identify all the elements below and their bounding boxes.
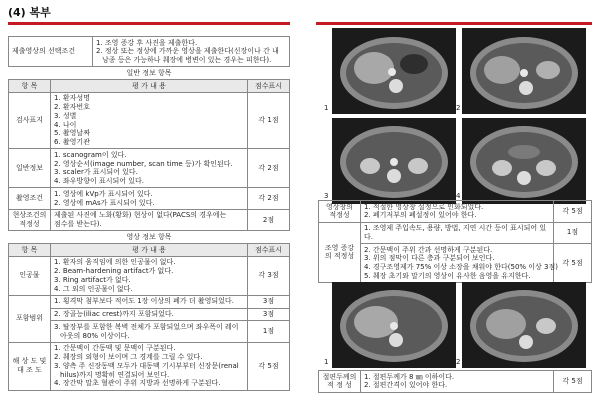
row-criteria: [51, 149, 248, 188]
table-row: [319, 201, 592, 223]
criteria-line: 4. 장간막 말초 혈관이 주위 지방과 선명하게 구분된다.: [54, 379, 221, 388]
table-row: [9, 209, 290, 231]
ct-scan-image: [462, 282, 586, 368]
criteria-line: 4. 좌우방향이 표시되어 있다.: [54, 177, 144, 185]
criteria-line: 2. 영상순서(image number, scan time 등)가 확인된다.: [54, 159, 233, 168]
criteria-line: 1. 영상에 kVp가 표시되어 있다.: [54, 189, 153, 198]
row-score: 각 5점: [554, 244, 592, 283]
criteria-line: 제출된 사진에 노화(황화) 현상이 없다(PACS의 경우에는: [54, 211, 227, 220]
row-criteria: [51, 321, 248, 343]
row-score: 각 2점: [248, 188, 290, 210]
row-score: 각 1점: [248, 92, 290, 149]
row-item: 해 상 도 및 대 조 도: [9, 342, 51, 390]
criteria-line: 5. 촬영날짜: [54, 129, 90, 138]
criteria-line: 2. 췌장의 외형이 보이며 그 경계를 그릴 수 있다.: [54, 353, 203, 361]
row-criteria: 2. 장골능(iliac crest)까지 포함되었다.: [51, 308, 248, 321]
col-criteria-header: 평 가 내 용: [51, 244, 248, 257]
criteria-line: 3. 탈장부를 포함한 복벽 전체가 포함되었으며 좌우폭이 레이: [54, 322, 239, 331]
criteria-line: 아웃의 80% 이상이다.: [60, 331, 130, 340]
right-title-rule: [316, 22, 592, 25]
table-row: [9, 188, 290, 210]
ct-scan-image: [332, 28, 456, 114]
row-score: 각 5점: [248, 342, 290, 390]
row-score: 각 5점: [554, 371, 592, 393]
row-criteria: [361, 244, 558, 283]
row-criteria: [361, 371, 554, 393]
col-item-header: 항 목: [9, 80, 51, 93]
col-score-header: 점수표시: [248, 244, 290, 257]
section-title: (4) 복부: [8, 6, 51, 19]
criteria-line: 1. 간문맥이 간동맥 및 문맥이 구분된다.: [54, 344, 176, 353]
table-row: [9, 321, 290, 343]
row-item: 검사표지: [9, 92, 51, 149]
criteria-line: 점수를 받는다).: [54, 220, 102, 228]
criteria-line: 2. 환자번호: [54, 103, 90, 111]
col-score-header: 점수표시: [248, 80, 290, 93]
ct-scan-image: [462, 118, 586, 204]
criteria-line: 1. 적절한 영상창 설정으로 인화되었다.: [364, 202, 484, 211]
criteria-line: 1. 환자성명: [54, 94, 90, 103]
criteria-line: 3. 위의 점막이 다른 층과 구분되어 보인다.: [364, 254, 495, 263]
row-item: 영상창의 적정성: [319, 201, 361, 223]
row-item: 절편두께의 적 정 성: [319, 371, 361, 393]
image-section-heading: 영상 정보 항목: [126, 233, 172, 242]
general-section-heading: 일반 정보 항목: [126, 69, 172, 78]
row-score: 각 3점: [248, 256, 290, 295]
criteria-line: 2. 폐기저부의 폐설정이 있어야 한다.: [364, 211, 477, 220]
left-column: [8, 36, 290, 391]
criteria-line: 낭종 등은 가능하나 췌장에 병변이 있는 경우는 피한다).: [102, 56, 272, 64]
table-row: [9, 92, 290, 149]
row-criteria: 1. 조영제 주입속도, 용량, 방법, 지연 시간 등이 표시되어 있다.: [361, 222, 554, 244]
image-number: 4: [456, 192, 461, 200]
right-table-bottom: [318, 370, 592, 393]
criteria-line: 2. 간문맥이 주위 간과 선명하게 구분된다.: [364, 245, 493, 254]
criteria-line: hilus)까지 명확히 연결되어 보인다.: [60, 370, 170, 379]
row-item: 인공물: [9, 256, 51, 295]
row-item: 촬영조건: [9, 188, 51, 210]
criteria-line: 6. 촬영기관: [54, 138, 90, 146]
image-number: 3: [324, 192, 329, 200]
criteria-line: 2. 영상에 mAs가 표시되어 있다.: [54, 198, 155, 207]
row-criteria: [51, 342, 248, 390]
image-number: 2: [456, 358, 461, 366]
table-row: [9, 342, 290, 390]
submission-table: [8, 36, 290, 67]
submission-criteria: [93, 37, 290, 67]
row-score: 1점: [248, 321, 290, 343]
table-row: [9, 149, 290, 188]
right-table-top: [318, 200, 592, 283]
criteria-line: 1. 절편두께가 8 ㎜ 이하이다.: [364, 372, 455, 381]
criteria-line: 3. scaler가 표시되어 있다.: [54, 168, 138, 177]
table-row: [9, 295, 290, 308]
submission-label: 제출영상의 선택조건: [9, 37, 93, 67]
ct-image-grid: [324, 28, 586, 204]
evaluation-table-right: [318, 200, 592, 283]
row-item: 현상조건의 적정성: [9, 209, 51, 231]
row-score: 3점: [248, 295, 290, 308]
general-table: [8, 79, 290, 231]
criteria-line: 4. 경구조영제가 75% 이상 소장을 채워야 한다(50% 이상 3점): [364, 263, 558, 271]
row-score: 3점: [248, 308, 290, 321]
criteria-line: 1. scanogram이 있다.: [54, 150, 127, 159]
criteria-line: 2. Beam-hardening artifact가 없다.: [54, 267, 174, 275]
row-criteria: [51, 188, 248, 210]
row-criteria: [51, 209, 248, 231]
ct-scan-image: [462, 28, 586, 114]
row-score: 각 2점: [248, 149, 290, 188]
ct-scan-image: [332, 282, 456, 368]
image-number: 2: [456, 104, 461, 112]
criteria-line: 1. 환자의 움직임에 의한 인공물이 없다.: [54, 258, 176, 267]
row-item: 포함범위: [9, 295, 51, 342]
criteria-line: 3. Ring artifact가 없다.: [54, 275, 131, 284]
row-item: 일반정보: [9, 149, 51, 188]
row-criteria: [361, 201, 554, 223]
criteria-line: 3. 성별: [54, 111, 77, 120]
table-row: [9, 256, 290, 295]
image-number: 1: [324, 104, 329, 112]
row-criteria: [51, 92, 248, 149]
criteria-line: 4. 나이: [54, 120, 77, 129]
row-criteria: [51, 256, 248, 295]
col-criteria-header: 평 가 내 용: [51, 80, 248, 93]
row-score: 각 5점: [554, 201, 592, 223]
table-row: [9, 308, 290, 321]
row-criteria: 1. 횡격막 첨부보다 적어도 1장 이상의 폐가 더 촬영되었다.: [51, 295, 248, 308]
criteria-line: 2. 절편간격이 있어야 한다.: [364, 381, 448, 390]
table-row: [319, 222, 592, 244]
row-item: 조영 증강의 적정성: [319, 222, 361, 283]
title-rule: [8, 22, 290, 25]
criteria-line: 1. 조영 증강 후 사진을 제출한다.: [96, 38, 198, 47]
col-item-header: 항 목: [9, 244, 51, 257]
table-row: [319, 371, 592, 393]
image-number: 1: [324, 358, 329, 366]
criteria-line: 3. 양측 주 신장동맥 모두가 대동맥 기시부부터 신장문(renal: [54, 361, 239, 370]
criteria-line: 2. 정상 또는 정상에 가까운 영상을 제출한다(신장이나 간 내: [96, 47, 279, 56]
criteria-line: 5. 췌장 초기와 말기의 영상이 유사한 음영을 유지한다.: [364, 271, 531, 280]
ct-image-grid-lower: [324, 282, 586, 372]
row-score: 2점: [248, 209, 290, 231]
image-table: [8, 243, 290, 391]
slice-thickness-table: [318, 370, 592, 393]
ct-scan-image: [332, 118, 456, 204]
row-score: 1점: [554, 222, 592, 244]
criteria-line: 4. 그 외의 인공물이 없다.: [54, 284, 133, 293]
